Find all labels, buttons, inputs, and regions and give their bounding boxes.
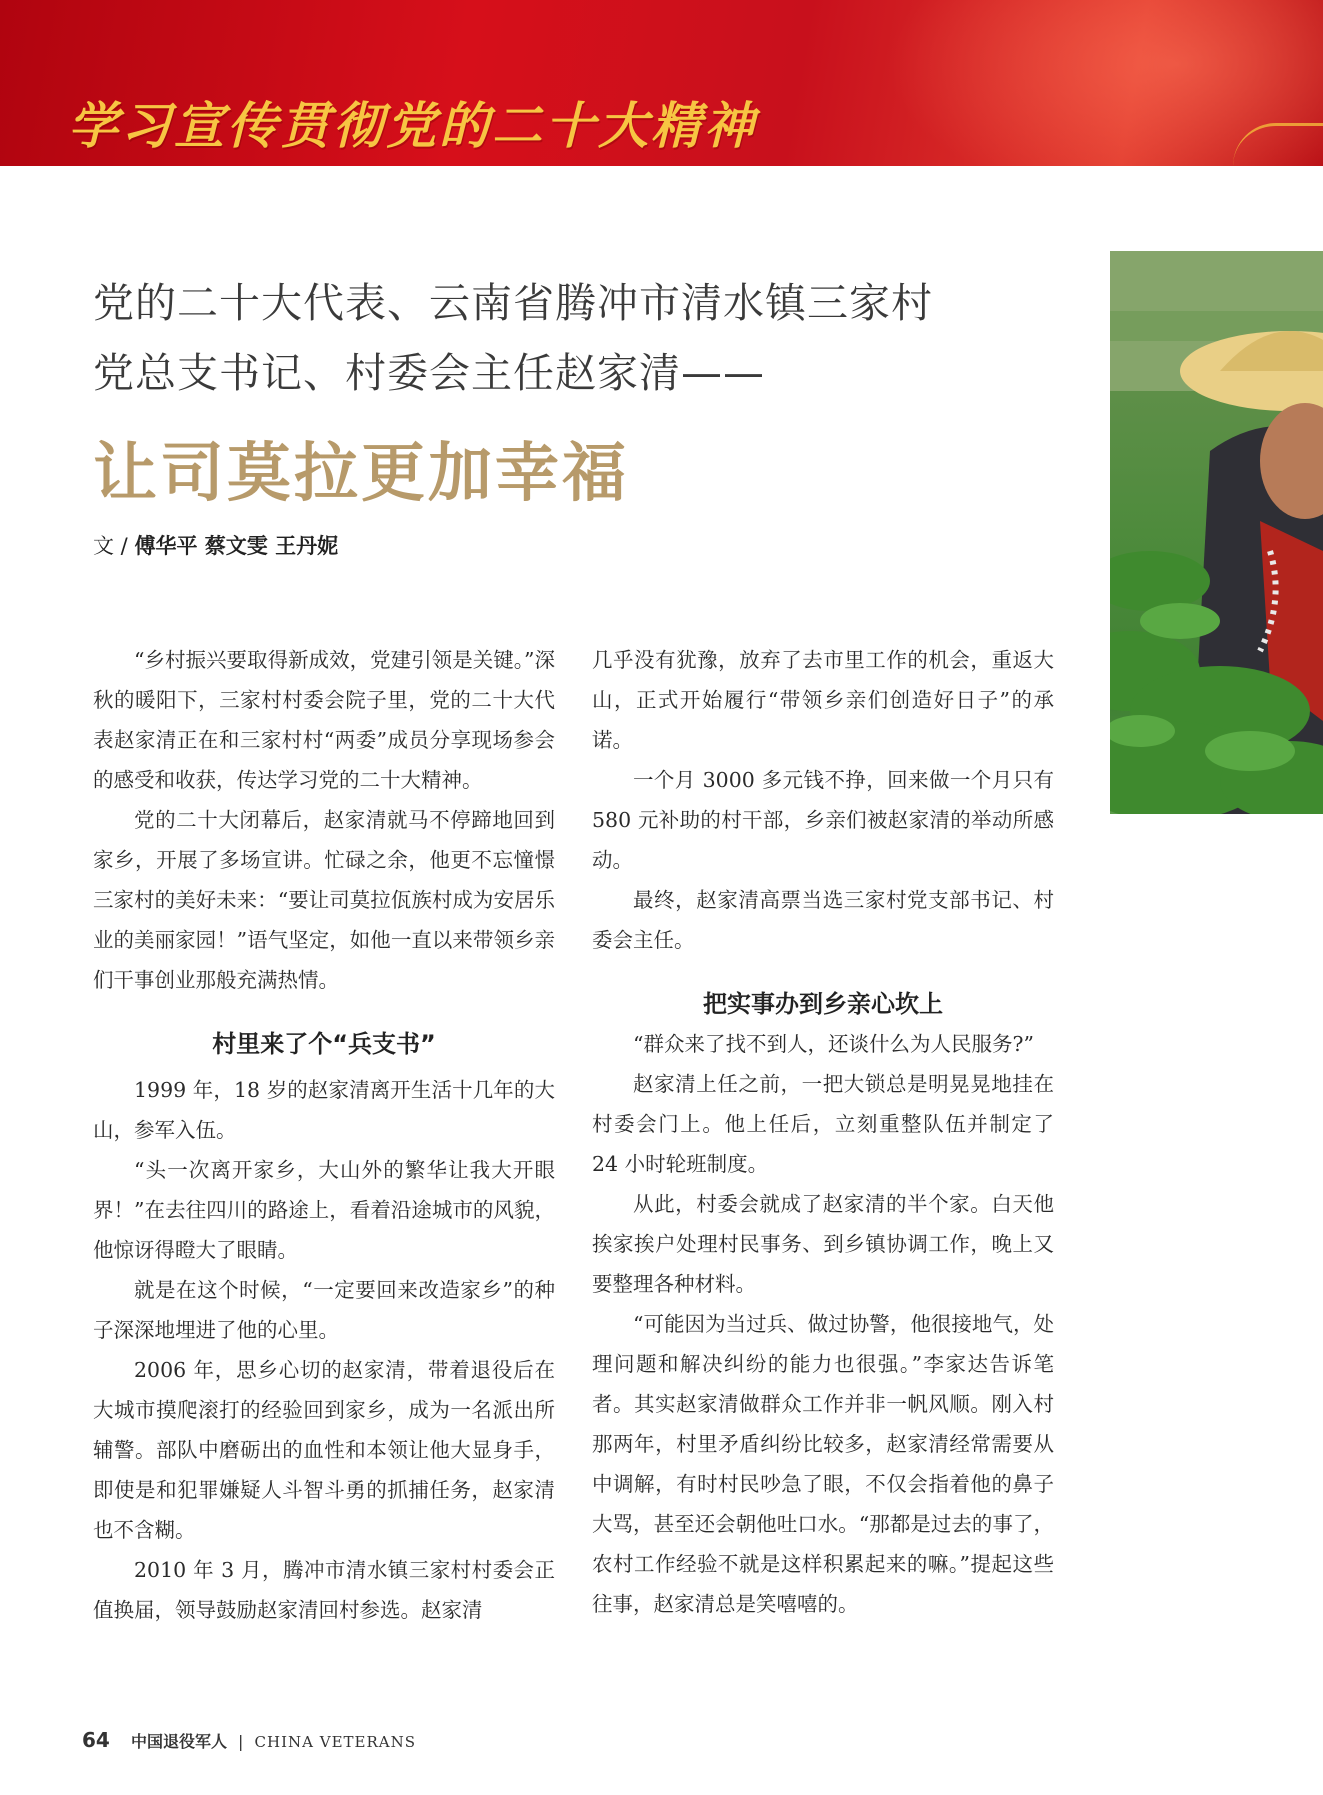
paragraph: 从此，村委会就成了赵家清的半个家。白天他挨家挨户处理村民事务、到乡镇协调工作，晚上又要整理各种材料。 [592, 1192, 1054, 1296]
byline-authors: 傅华平 蔡文雯 王丹妮 [134, 534, 339, 558]
banner-title: 学习宣传贯彻党的二十大精神 [68, 97, 757, 155]
paragraph: 赵家清上任之前，一把大锁总是明晃晃地挂在村委会门上。他上任后，立刻重整队伍并制定了 24 小时轮班制度。 [592, 1072, 1054, 1176]
paragraph: 就是在这个时候，“一定要回来改造家乡”的种子深深地埋进了他的心里。 [93, 1278, 555, 1342]
paragraph: 2006 年，思乡心切的赵家清，带着退役后在大城市摸爬滚打的经验回到家乡，成为一名派出所辅警。部队中磨砺出的血性和本领让他大显身手，即使是和犯罪嫌疑人斗智斗勇的抓捕任务，赵家清也不含糊。 [93, 1358, 555, 1542]
publication-name-en: CHINA VETERANS [254, 1733, 417, 1751]
footer-separator: | [238, 1732, 244, 1751]
article-subtitle-line-2: 党总支书记、村委会主任赵家清—— [93, 349, 765, 397]
photo-illustration [1110, 251, 1323, 814]
section-heading: 把实事办到乡亲心坎上 [703, 990, 943, 1018]
page-number: 64 [82, 1728, 110, 1752]
paragraph: 一个月 3000 多元钱不挣，回来做一个月只有 580 元补助的村干部，乡亲们被赵家清的举动所感动。 [592, 768, 1054, 872]
paragraph: “可能因为当过兵、做过协警，他很接地气，处理问题和解决纠纷的能力也很强。”李家达告诉笔者。其实赵家清做群众工作并非一帆风顺。刚入村那两年，村里矛盾纠纷比较多，赵家清经常需要从中调解，有时村民吵急了眼，不仅会指着他的鼻子大骂，甚至还会朝他吐口水。“那都是过去的事了，农村工作经验不就是这样积累起来的嘛。”提起这些往事，赵家清总是笑嘻嘻的。 [592, 1312, 1054, 1616]
paragraph: 最终，赵家清高票当选三家村党支部书记、村委会主任。 [592, 888, 1054, 952]
paragraph: “乡村振兴要取得新成效，党建引领是关键。”深秋的暖阳下，三家村村委会院子里，党的二十大代表赵家清正在和三家村村“两委”成员分享现场参会的感受和收获，传达学习党的二十大精神。 [93, 648, 555, 792]
section-heading: 村里来了个“兵支书” [212, 1030, 436, 1058]
article-column-right [592, 640, 1054, 1624]
byline-prefix: 文 / [93, 534, 128, 558]
section-banner [0, 0, 1323, 166]
paragraph: 2010 年 3 月，腾冲市清水镇三家村村委会正值换届，领导鼓励赵家清回村参选。赵家清 [93, 1558, 555, 1622]
publication-name: 中国退役军人 [130, 1732, 227, 1751]
paragraph: 几乎没有犹豫，放弃了去市里工作的机会，重返大山，正式开始履行“带领乡亲们创造好日子”的承诺。 [592, 648, 1054, 752]
paragraph: 1999 年，18 岁的赵家清离开生活十几年的大山，参军入伍。 [93, 1078, 555, 1142]
article-title: 让司莫拉更加幸福 [93, 437, 629, 511]
article-column-left [93, 640, 555, 1630]
paragraph: “群众来了找不到人，还谈什么为人民服务?” [633, 1032, 1034, 1056]
article-subtitle-line-1: 党的二十大代表、云南省腾冲市清水镇三家村 [93, 279, 933, 327]
paragraph: 党的二十大闭幕后，赵家清就马不停蹄地回到家乡，开展了多场宣讲。忙碌之余，他更不忘憧憬三家村的美好未来：“要让司莫拉佤族村成为安居乐业的美丽家园！”语气坚定，如他一直以来带领乡亲们干事创业那般充满热情。 [93, 808, 555, 992]
paragraph: “头一次离开家乡，大山外的繁华让我大开眼界！”在去往四川的路途上，看着沿途城市的风貌，他惊讶得瞪大了眼睛。 [93, 1158, 555, 1262]
byline [93, 530, 338, 560]
portrait-photo [1110, 251, 1323, 814]
page-footer [82, 1728, 416, 1752]
